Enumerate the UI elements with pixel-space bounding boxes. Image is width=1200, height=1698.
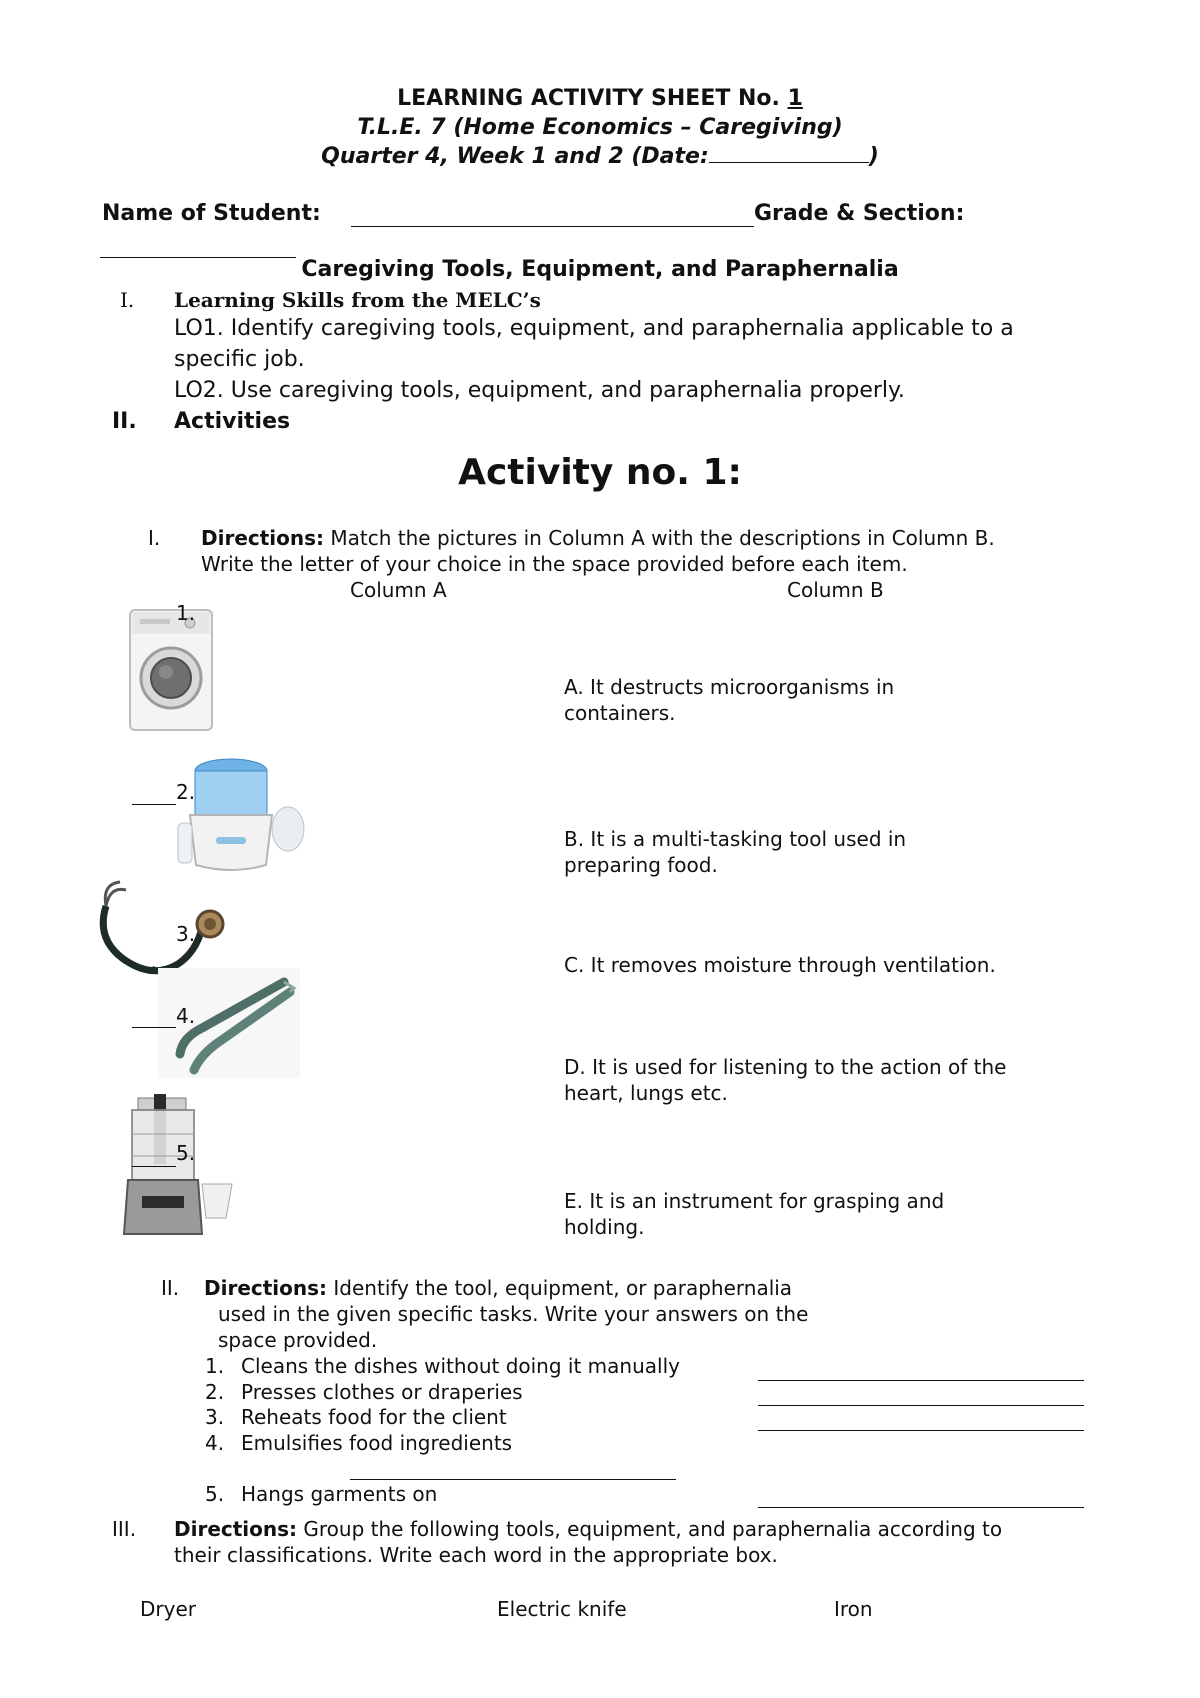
section-one-heading: Learning Skills from the MELC’s (174, 288, 541, 312)
description-d: D. It is used for listening to the action of the heart, lungs etc. (564, 1055, 1007, 1105)
word-dryer: Dryer (140, 1597, 196, 1621)
name-label: Name of Student: (102, 201, 321, 226)
section-two-heading: Activities (174, 409, 291, 434)
task-number-3: 3. (205, 1405, 225, 1429)
part-three-directions-line2: their classifications. Write each word in the appropriate box. (174, 1543, 778, 1567)
description-b: B. It is a multi-tasking tool used in preparing food. (564, 827, 907, 877)
sterilizer-image (176, 757, 306, 875)
task-text-5: Hangs garments on (241, 1482, 438, 1506)
item-number-2: 2. (176, 780, 196, 804)
task-text-2: Presses clothes or draperies (241, 1380, 523, 1404)
task-text-3: Reheats food for the client (241, 1405, 507, 1429)
answer-blank-2[interactable] (132, 804, 176, 805)
description-c: C. It removes moisture through ventilation. (564, 953, 996, 977)
task-answer-blank-5[interactable] (758, 1507, 1084, 1508)
sheet-title: LEARNING ACTIVITY SHEET No. 1 (397, 86, 803, 111)
task-text-1: Cleans the dishes without doing it manually (241, 1354, 680, 1378)
task-answer-blank-1[interactable] (758, 1380, 1084, 1381)
date-blank[interactable] (709, 162, 869, 163)
part-two-directions-line3: space provided. (218, 1328, 378, 1352)
topic-title: Caregiving Tools, Equipment, and Paraphernalia (301, 257, 899, 282)
dryer-image (128, 608, 214, 732)
word-electric-knife: Electric knife (497, 1597, 627, 1621)
sheet-number: 1 (787, 86, 803, 111)
description-a: A. It destructs microorganisms in containers. (564, 675, 895, 725)
column-a-header: Column A (350, 578, 447, 602)
column-b-header: Column B (787, 578, 884, 602)
description-e: E. It is an instrument for grasping and holding. (564, 1189, 945, 1239)
task-answer-blank-3[interactable] (758, 1430, 1084, 1431)
task-number-2: 2. (205, 1380, 225, 1404)
lo1-line1: LO1. Identify caregiving tools, equipment, and paraphernalia applicable to a (174, 316, 1014, 341)
part-one-directions-line2: Write the letter of your choice in the space provided before each item. (201, 552, 908, 576)
part-two-directions-line1: Directions: Identify the tool, equipment, or paraphernalia (204, 1276, 793, 1300)
item-number-5: 5. (176, 1141, 196, 1165)
subject-subtitle: T.L.E. 7 (Home Economics – Caregiving) (357, 115, 843, 140)
answer-blank-4[interactable] (132, 1027, 176, 1028)
lo2-line: LO2. Use caregiving tools, equipment, and paraphernalia properly. (174, 378, 905, 403)
section-two-numeral: II. (112, 409, 137, 434)
part-three-directions-line1: Directions: Group the following tools, equipment, and paraphernalia according to (174, 1517, 1003, 1541)
task-text-4: Emulsifies food ingredients (241, 1431, 513, 1455)
task-number-5: 5. (205, 1482, 225, 1506)
task-number-4: 4. (205, 1431, 225, 1455)
part-two-numeral: II. (161, 1276, 180, 1300)
activity-title: Activity no. 1: (458, 452, 742, 493)
answer-blank-5[interactable] (132, 1166, 176, 1167)
word-iron: Iron (834, 1597, 873, 1621)
item-number-3: 3. (176, 922, 196, 946)
section-one-numeral: I. (120, 288, 135, 312)
part-three-numeral: III. (112, 1517, 137, 1541)
part-two-directions-line2: used in the given specific tasks. Write your answers on the (218, 1302, 809, 1326)
item-number-1: 1. (176, 601, 196, 625)
task-number-1: 1. (205, 1354, 225, 1378)
name-blank[interactable] (351, 226, 754, 227)
lo1-line2: specific job. (174, 347, 305, 372)
quarter-line: Quarter 4, Week 1 and 2 (Date: ) (321, 144, 879, 169)
grade-section-label: Grade & Section: (754, 201, 965, 226)
task-answer-blank-4[interactable] (350, 1479, 676, 1480)
item-number-4: 4. (176, 1004, 196, 1028)
task-answer-blank-2[interactable] (758, 1405, 1084, 1406)
part-one-directions-line1: Directions: Match the pictures in Column A with the descriptions in Column B. (201, 526, 995, 550)
part-one-numeral: I. (148, 526, 161, 550)
